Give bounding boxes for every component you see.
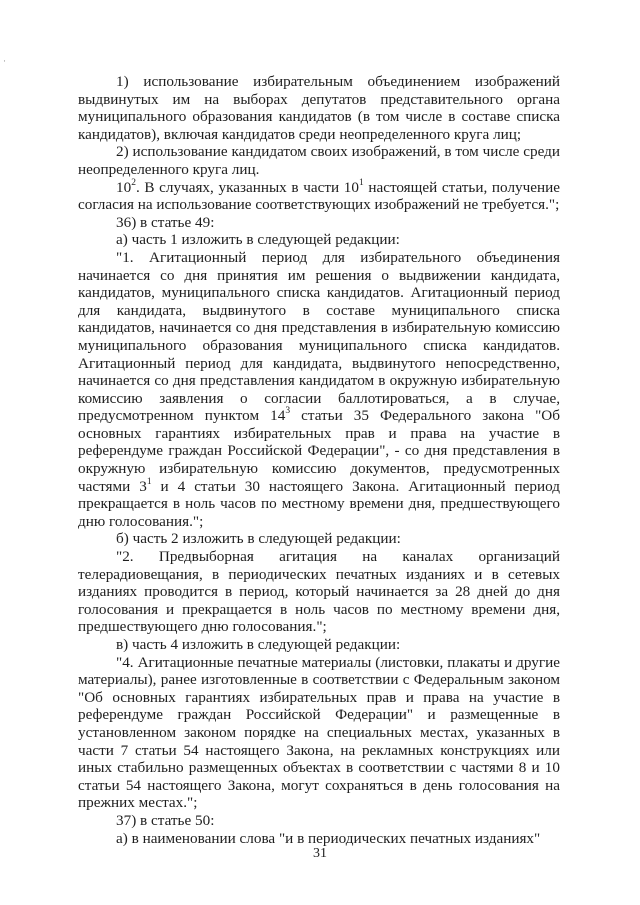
item-v: в) часть 4 изложить в следующей редакции: (116, 636, 401, 653)
paragraph-1: 1) использование избирательным объединением изображений выдвинутых им на выборах депутатов представительного органа муниципального образования кандидатов (в том числе в составе списка кандидатов), включая кандидатов среди неопределенного круга лиц; (78, 73, 560, 143)
paragraph-text: "1. Агитационный период для избирательного объединения начинается со дня принятия им решения о выдвижении кандидата, кандидатов, муниципального списка кандидатов. Агитационный период для кандидата, выдвинутого в составе муниципального списка кандидатов, начинается со дня представления в избирательную комиссию муниципального образования муниципального списка кандидатов. Агитационный период для кандидата, выдвинутого непосредственно, начинается со дня представления кандидатом в окружную избирательную комиссию заявления о согласии баллотироваться, а в случае, предусмотренном пунктом 14 (78, 248, 560, 425)
paragraph-2: 2) использование кандидатом своих изображений, в том числе среди неопределенного круга лиц. (78, 143, 560, 178)
paragraph-10-2 (78, 179, 560, 214)
item-a: а) часть 1 изложить в следующей редакции: (116, 231, 400, 249)
part-number: 10 (116, 178, 132, 196)
item-b: б) часть 2 изложить в следующей редакции: (116, 530, 401, 548)
quoted-part-4: "4. Агитационные печатные материалы (листовки, плакаты и другие материалы), ранее изготовленные в соответствии с Федеральным законом "Об основных гарантиях избирательных прав и права на участие в референдуме граждан Российской Федерации" и размещенные в установленном законом порядке на специальных местах, указанных в части 7 статьи 54 настоящего Закона, на рекламных конструкциях или иных стабильно размещенных объектах в соответствии с частями 8 и 10 статьи 54 настоящего Закона, могут сохраняться в день голосования на прежних местах."; (78, 653, 560, 812)
item-a-2: а) в наименовании слова "и в периодических печатных изданиях" (116, 829, 541, 847)
quoted-part-1 (78, 249, 560, 531)
superscript: 3 (285, 406, 291, 417)
paragraph-text: и 4 статьи 30 настоящего Закона. Агитационный период прекращается в ноль часов по местному времени дня, предшествующего дню голосования."; (78, 477, 561, 530)
superscript: 2 (131, 177, 136, 188)
paragraph-text: статьи 35 Федерального закона "Об основных гарантиях избирательных прав и права на участие в референдуме граждан Российской Федерации", - со дня представления в окружную избирательную комиссию документов, предусмотренных частями 3 (78, 407, 560, 495)
superscript: 1 (146, 476, 152, 487)
item-36: 36) в статье 49: (116, 213, 215, 231)
quoted-part-2: "2. Предвыборная агитация на каналах организаций телерадиовещания, в периодических печатных изданиях и в сетевых изданиях проводится в период, который начинается за 28 дней до дня голосования и прекращается в ноль часов по местному времени дня, предшествующего дню голосования."; (78, 548, 560, 636)
scan-mark: · (3, 56, 6, 66)
page-number: 31 (313, 846, 327, 861)
paragraph-text: . В случаях, указанных в части 10 (135, 178, 359, 196)
paragraph-text: настоящей статьи, получение согласия на использование соответствующих изображений не требуется."; (78, 178, 560, 214)
superscript: 1 (358, 177, 364, 188)
item-37: 37) в статье 50: (116, 811, 215, 829)
document-page (78, 73, 560, 847)
